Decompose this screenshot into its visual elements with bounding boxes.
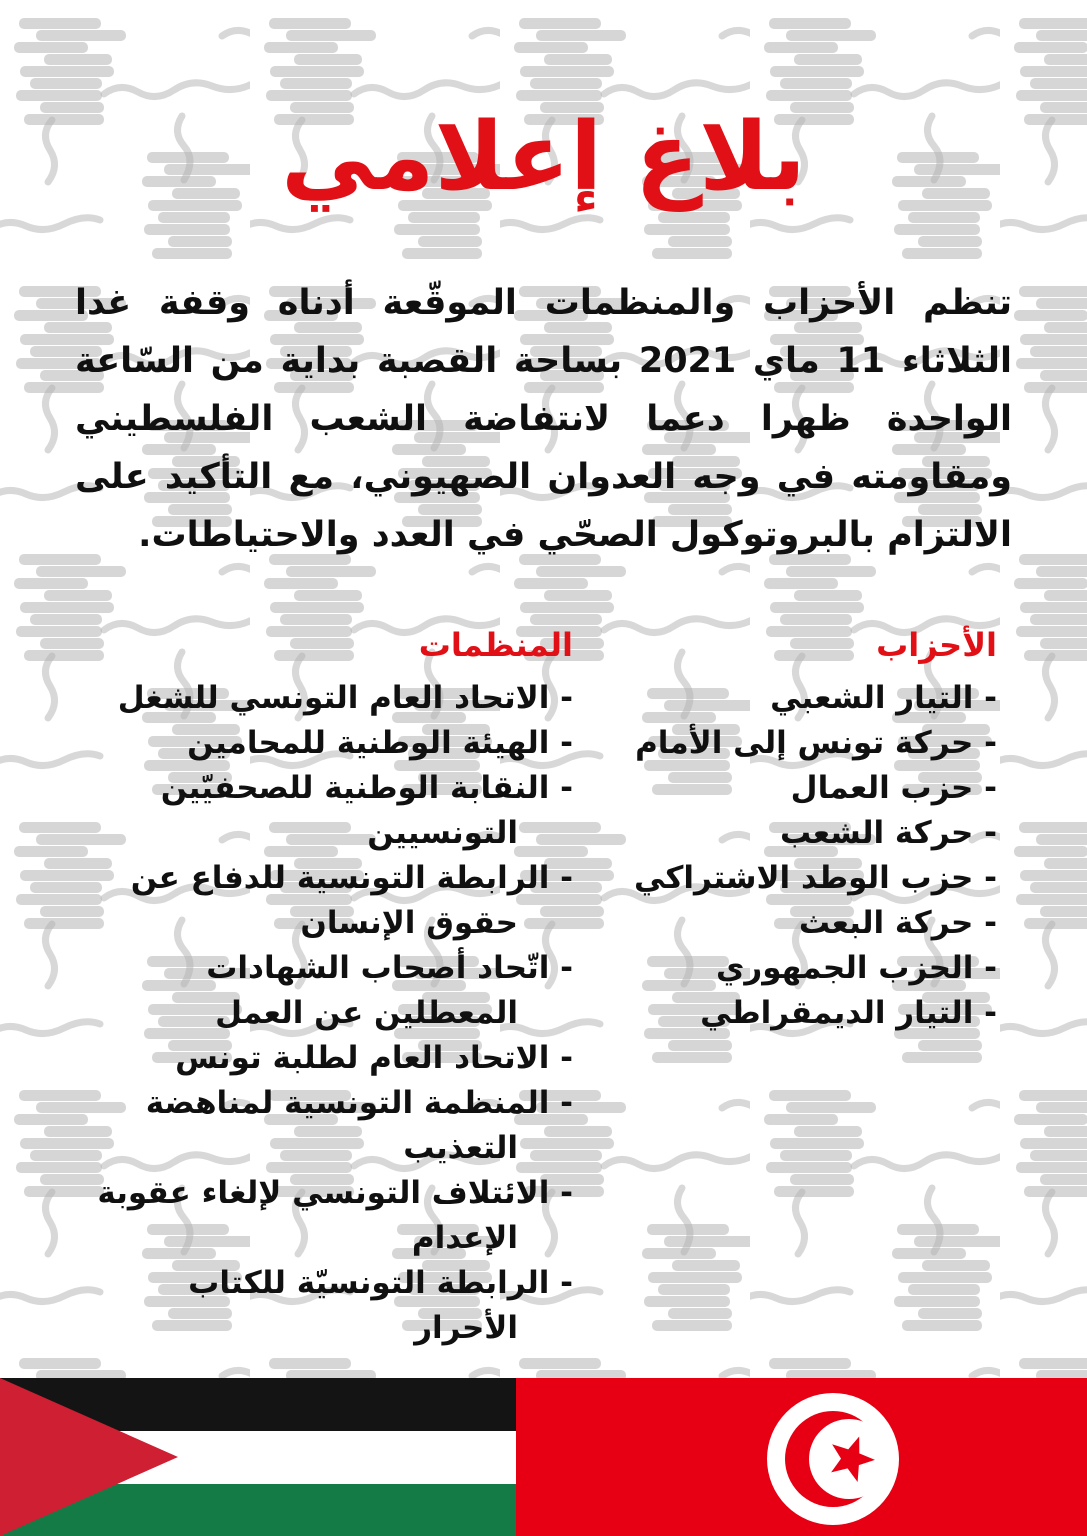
parties-column <box>625 622 997 1036</box>
organization-item: - اتّحاد أصحاب الشهادات المعطلين عن العمل <box>206 949 573 1031</box>
palestine-flag <box>0 1378 516 1536</box>
party-item: - حركة الشعب <box>779 814 997 851</box>
organization-item: - الاتحاد العام لطلبة تونس <box>175 1039 573 1076</box>
organization-item: - الائتلاف التونسي لإلغاء عقوبة الإعدام <box>97 1174 573 1256</box>
party-item: - حزب العمال <box>790 769 997 806</box>
organization-item: - الرابطة التونسيّة للكتاب الأحرار <box>188 1264 573 1346</box>
organization-item: - الرابطة التونسية للدفاع عن حقوق الإنسان <box>130 859 573 941</box>
party-item: - الحزب الجمهوري <box>715 949 997 986</box>
party-item: - حركة تونس إلى الأمام <box>635 724 997 761</box>
parties-header: الأحزاب <box>876 625 997 664</box>
organizations-list <box>80 676 573 1351</box>
organizations-header: المنظمات <box>418 625 573 664</box>
organization-item: - النقابة الوطنية للصحفيّين التونسيين <box>160 769 573 851</box>
parties-list <box>625 676 997 1036</box>
party-item: - التيار الشعبي <box>770 679 997 716</box>
organization-item: - المنظمة التونسية لمناهضة التعذيب <box>145 1084 573 1166</box>
announcement-paragraph: تنظم الأحزاب والمنظمات الموقّعة أدناه وقفة غدا الثلاثاء 11 ماي 2021 بساحة القصبة بداية من السّاعة الواحدة ظهرا دعما لانتفاضة الشعب الفلسطيني ومقاومته في وجه العدوان الصهيوني، مع التأكيد على الالتزام بالبروتوكول الصحّي في العدد والاحتياطات. <box>75 282 1012 555</box>
party-item: - حركة البعث <box>798 904 997 941</box>
organization-item: - الهيئة الوطنية للمحامين <box>187 724 573 761</box>
organizations-column <box>80 622 573 1351</box>
signatories-columns <box>0 622 1087 1351</box>
flags-footer <box>0 1378 1087 1536</box>
tunisia-flag <box>516 1378 1087 1536</box>
party-item: - التيار الديمقراطي <box>700 994 997 1031</box>
party-item: - حزب الوطد الاشتراكي <box>634 859 997 896</box>
organization-item: - الاتحاد العام التونسي للشغل <box>117 679 573 716</box>
flyer-title: بلاغ إعلامي <box>281 103 806 212</box>
